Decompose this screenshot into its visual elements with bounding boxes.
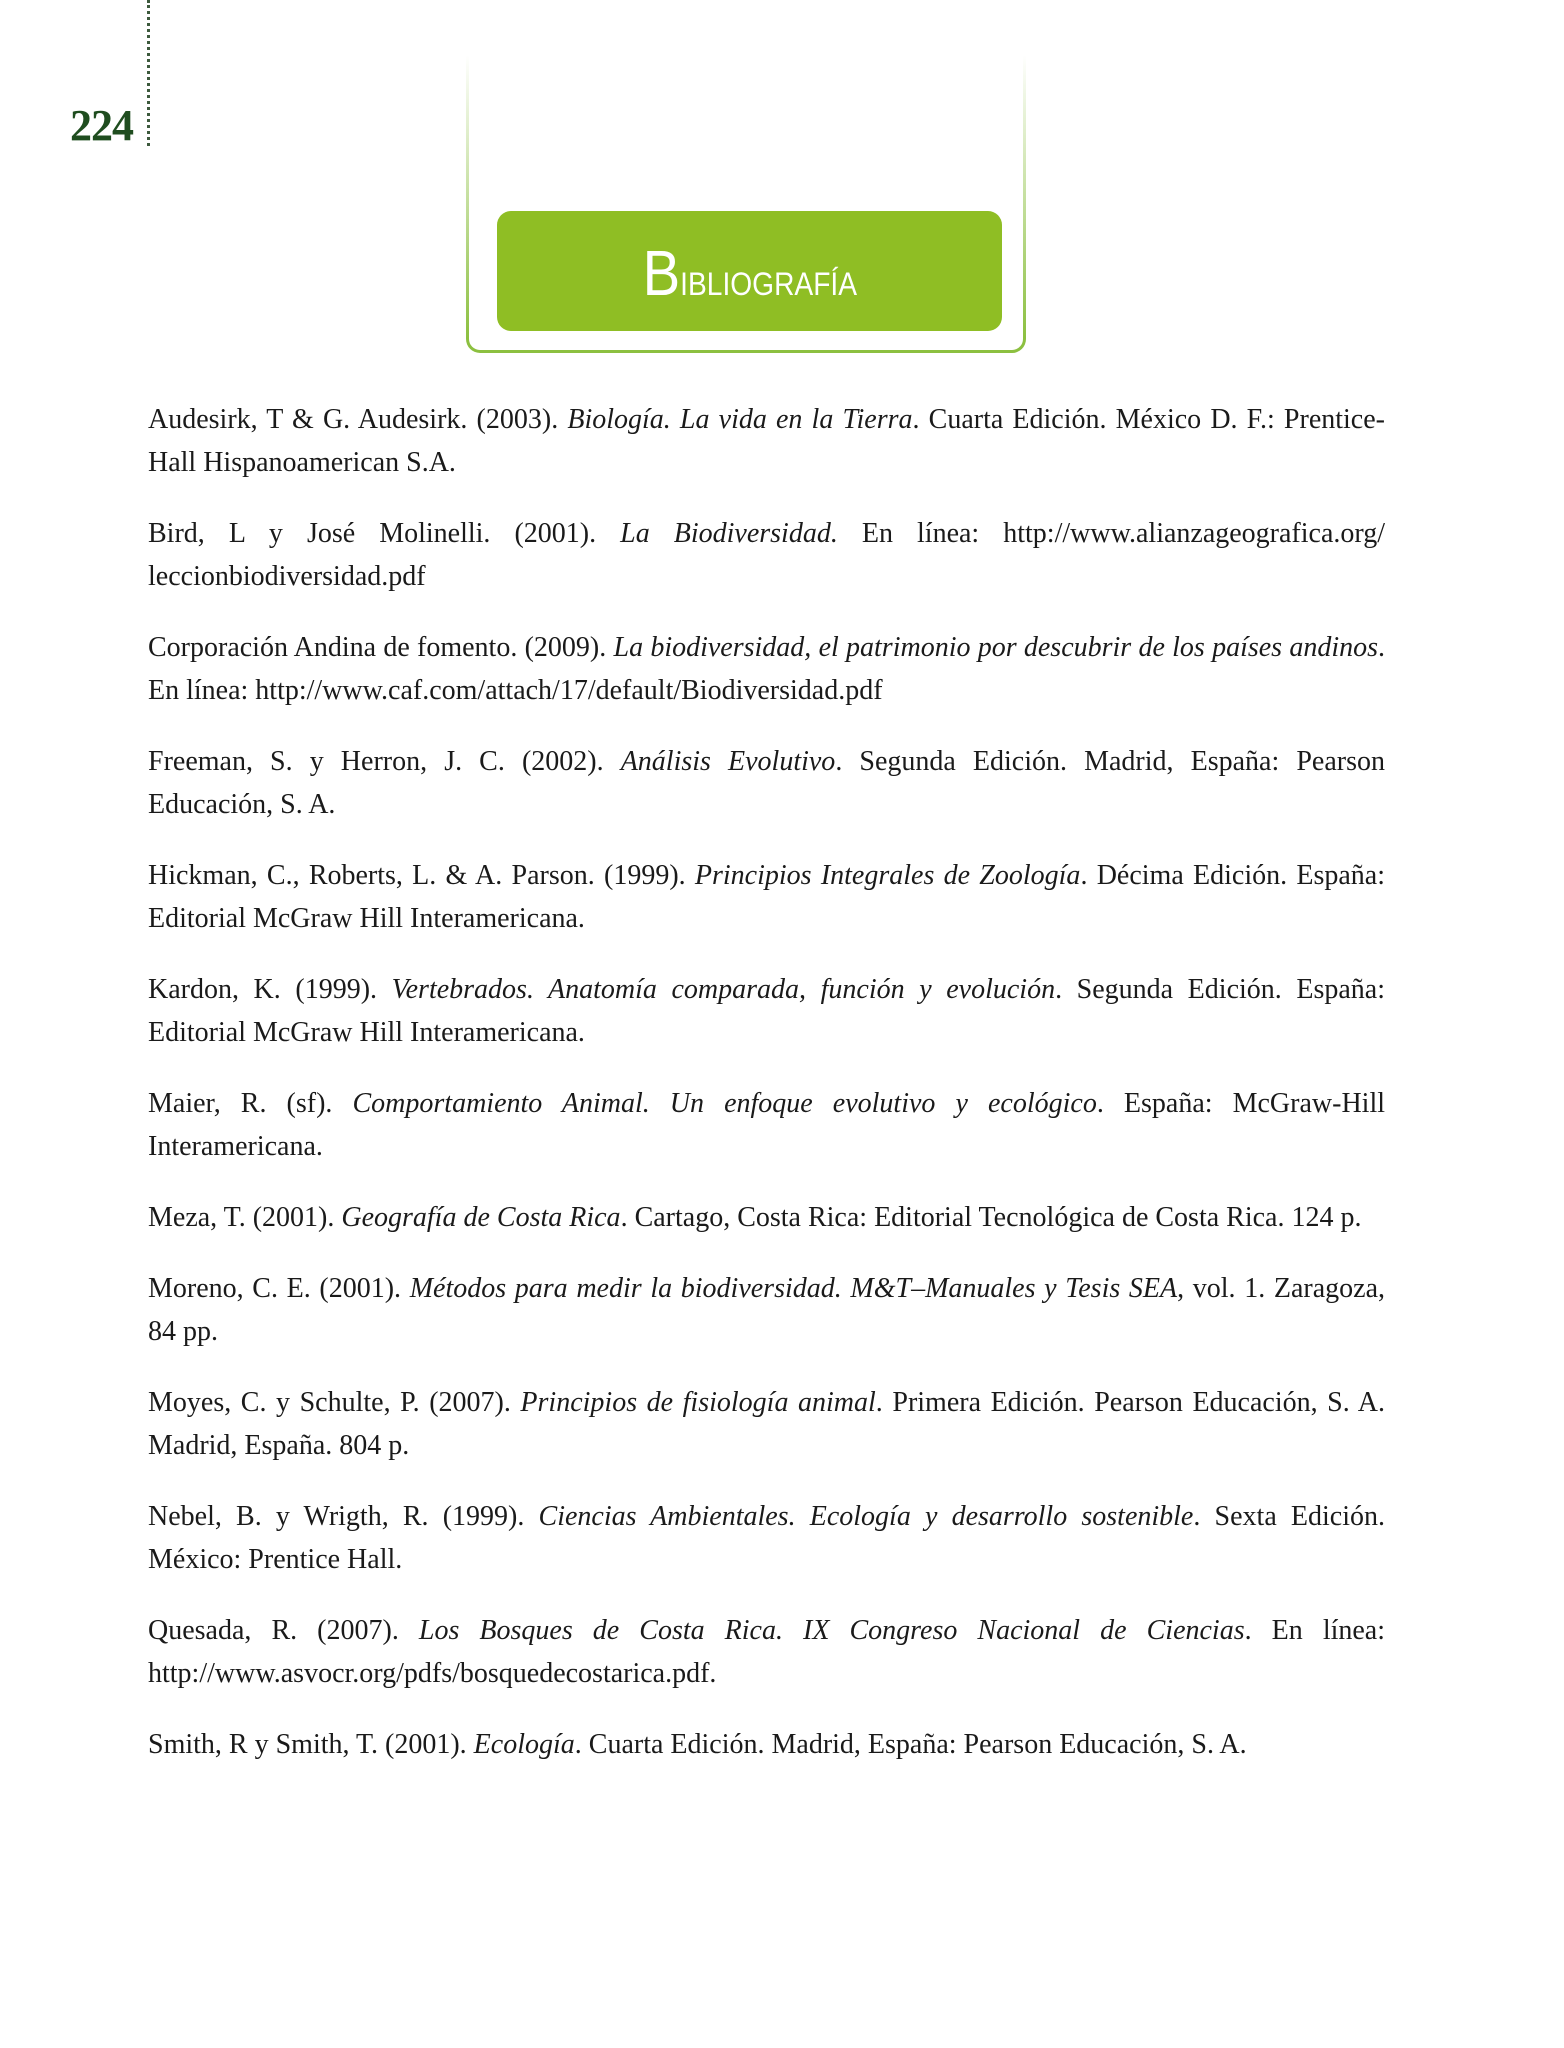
frame-left-edge: [466, 55, 469, 339]
bibliography-entry: [148, 1082, 1385, 1168]
bibliography-entry: [148, 512, 1385, 598]
entry-details: . Primera Edición. Pearson Educación, S. A. Madrid, España. 804 p.: [148, 1387, 1385, 1461]
section-title-banner: [497, 211, 1002, 331]
section-title: [642, 232, 856, 310]
entry-title: La biodiversidad, el patrimonio por descubrir de los países andinos: [613, 632, 1378, 663]
entry-details: . Segunda Edición. Madrid, España: Pearson Educación, S. A.: [148, 746, 1385, 820]
entry-title: Geografía de Costa Rica: [341, 1202, 621, 1233]
entry-authors: Freeman, S. y Herron, J. C. (2002).: [148, 746, 621, 777]
entry-title: Biología. La vida en la Tierra: [567, 404, 913, 435]
entry-title: Los Bosques de Costa Rica. IX Congreso Nacional de Ciencias: [418, 1615, 1245, 1646]
bibliography-entry: [148, 968, 1385, 1054]
bibliography-entry: [148, 1381, 1385, 1467]
entry-authors: Kardon, K. (1999).: [148, 974, 392, 1005]
entry-authors: Corporación Andina de fomento. (2009).: [148, 632, 614, 663]
entry-details: . Segunda Edición. España: Editorial McGraw Hill Interamericana.: [148, 974, 1385, 1048]
frame-right-edge: [1023, 55, 1026, 339]
entry-details: . Cartago, Costa Rica: Editorial Tecnológica de Costa Rica. 124 p.: [620, 1202, 1362, 1233]
entry-details: . En línea: http://www.asvocr.org/pdfs/bosquedecostarica.pdf.: [148, 1615, 1386, 1689]
bibliography-entry: [148, 626, 1385, 712]
frame-bottom-edge: [466, 337, 1026, 353]
entry-details: . En línea: http://www.caf.com/attach/17/default/Biodiversidad.pdf: [148, 632, 1385, 706]
entry-title: Comportamiento Animal. Un enfoque evolutivo y ecológico: [352, 1088, 1097, 1119]
section-title-rest: ibliografía: [679, 253, 857, 305]
entry-authors: Smith, R y Smith, T. (2001).: [148, 1729, 474, 1760]
bibliography-entry: [148, 1267, 1385, 1353]
entry-authors: Audesirk, T & G. Audesirk. (2003).: [148, 404, 568, 435]
entry-title: La Biodiversidad.: [620, 518, 838, 549]
bibliography-entry: [148, 1495, 1385, 1581]
entry-title: Ciencias Ambientales. Ecología y desarrollo sostenible: [538, 1501, 1194, 1532]
section-title-initial: B: [642, 237, 680, 309]
bibliography-entry: [148, 740, 1385, 826]
entry-details: . Cuarta Edición. México D. F.: Prentice-Hall Hispanoamerican S.A.: [148, 404, 1385, 478]
entry-authors: Maier, R. (sf).: [148, 1088, 353, 1119]
bibliography-entry: [148, 1723, 1385, 1766]
entry-details: . Cuarta Edición. Madrid, España: Pearson Educación, S. A.: [574, 1729, 1247, 1760]
page-number: 224: [70, 101, 133, 150]
entry-authors: Quesada, R. (2007).: [148, 1615, 419, 1646]
entry-authors: Moreno, C. E. (2001).: [148, 1273, 410, 1304]
entry-authors: Meza, T. (2001).: [148, 1202, 342, 1233]
entry-details: , vol. 1. Zaragoza, 84 pp.: [148, 1273, 1385, 1347]
entry-title: Análisis Evolutivo: [620, 746, 836, 777]
bibliography-entry: [148, 1609, 1385, 1695]
entry-title: Ecología: [473, 1729, 575, 1760]
bibliography-entry: [148, 398, 1385, 484]
bibliography-list: [148, 398, 1385, 1794]
bibliography-entry: [148, 1196, 1385, 1239]
entry-title: Principios Integrales de Zoología: [694, 860, 1081, 891]
entry-authors: Moyes, C. y Schulte, P. (2007).: [148, 1387, 521, 1418]
entry-details: . Décima Edición. España: Editorial McGraw Hill Interamericana.: [148, 860, 1385, 934]
entry-authors: Bird, L y José Molinelli. (2001).: [148, 518, 621, 549]
entry-details: . España: McGraw-Hill Interamericana.: [148, 1088, 1386, 1162]
entry-details: En línea: http://www.alianzageografica.org/ leccionbiodiversidad.pdf: [148, 518, 1385, 592]
entry-authors: Hickman, C., Roberts, L. & A. Parson. (1999).: [148, 860, 695, 891]
entry-authors: Nebel, B. y Wrigth, R. (1999).: [148, 1501, 539, 1532]
entry-title: Métodos para medir la biodiversidad. M&T–Manuales y Tesis SEA: [409, 1273, 1178, 1304]
dotted-margin-rule: [147, 0, 150, 146]
entry-details: . Sexta Edición. México: Prentice Hall.: [148, 1501, 1385, 1575]
entry-title: Principios de fisiología animal: [520, 1387, 876, 1418]
bibliography-entry: [148, 854, 1385, 940]
entry-title: Vertebrados. Anatomía comparada, función y evolución: [391, 974, 1056, 1005]
